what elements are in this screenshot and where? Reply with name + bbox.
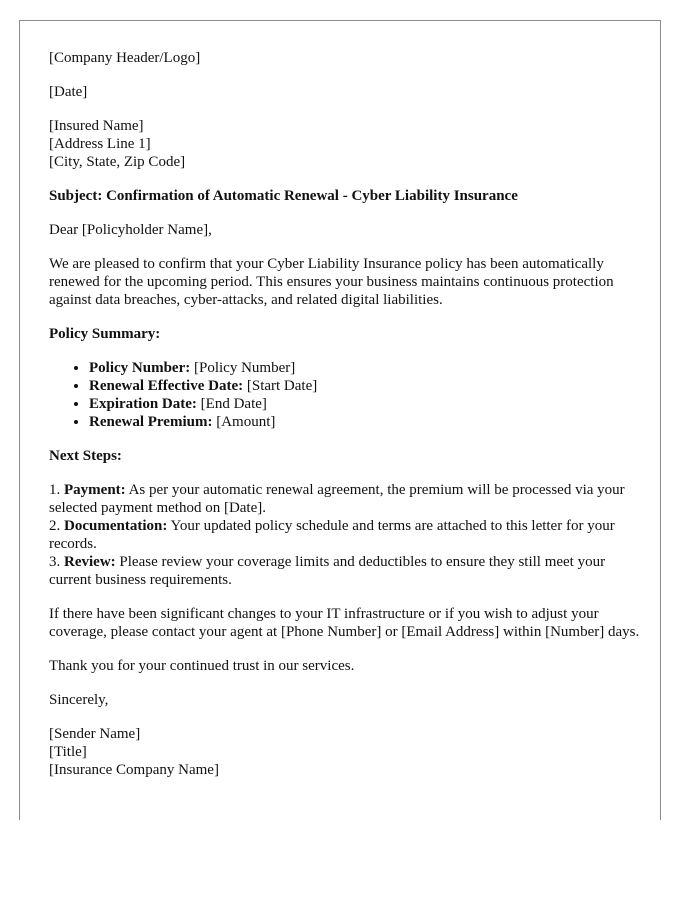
step-documentation: [49, 517, 649, 553]
steps-heading-text: Next Steps:: [49, 448, 122, 464]
steps-heading: [49, 447, 649, 465]
address-line-city: [City, State, Zip Code]: [49, 154, 186, 170]
letter-page: [19, 20, 661, 820]
summary-label: Renewal Premium:: [89, 414, 213, 430]
step-number: 1.: [49, 482, 64, 498]
summary-label: Policy Number:: [89, 360, 191, 376]
summary-heading-text: Policy Summary:: [49, 326, 161, 342]
summary-value: [Amount]: [212, 414, 276, 430]
step-number: 3.: [49, 554, 64, 570]
subject-text: Subject: Confirmation of Automatic Renewal - Cyber Liability Insurance: [49, 188, 518, 204]
subject-line: [49, 187, 649, 205]
summary-heading: [49, 325, 649, 343]
company-name: [Insurance Company Name]: [49, 762, 219, 778]
letter-date: [Date]: [49, 84, 88, 100]
summary-label: Renewal Effective Date:: [89, 378, 244, 394]
summary-item-expiration-date: [89, 395, 649, 413]
sender-title: [Title]: [49, 744, 87, 760]
company-header: [Company Header/Logo]: [49, 50, 201, 66]
summary-item-premium: [89, 413, 649, 431]
policy-summary-list: [49, 359, 649, 431]
intro-paragraph: We are pleased to confirm that your Cyber Liability Insurance policy has been automatically renewed for the upcoming period. This ensures your business maintains continuous protection against data breaches, cyber-attacks, and related digital liabilities.: [49, 256, 614, 308]
sender-name: [Sender Name]: [49, 726, 141, 742]
summary-label: Expiration Date:: [89, 396, 197, 412]
summary-value: [End Date]: [196, 396, 267, 412]
letter-content: [49, 49, 649, 795]
address-line-street: [Address Line 1]: [49, 136, 151, 152]
step-text: Please review your coverage limits and deductibles to ensure they still meet your current business requirements.: [49, 554, 606, 588]
summary-value: [Start Date]: [243, 378, 318, 394]
summary-value: [Policy Number]: [190, 360, 296, 376]
step-payment: [49, 481, 649, 517]
step-review: [49, 553, 649, 589]
next-steps: [49, 481, 649, 589]
step-label: Documentation:: [64, 518, 168, 534]
closing: Sincerely,: [49, 692, 109, 708]
step-text: As per your automatic renewal agreement, the premium will be processed via your selected payment method on [Date].: [49, 482, 625, 516]
step-text: Your updated policy schedule and terms are attached to this letter for your records.: [49, 518, 615, 552]
changes-paragraph: If there have been significant changes to your IT infrastructure or if you wish to adjust your coverage, please contact your agent at [Phone Number] or [Email Address] within [Number] days.: [49, 606, 640, 640]
step-number: 2.: [49, 518, 64, 534]
salutation: Dear [Policyholder Name],: [49, 222, 212, 238]
signature-block: [49, 725, 649, 779]
recipient-address: [49, 117, 649, 171]
summary-item-policy-number: [89, 359, 649, 377]
thanks-paragraph: Thank you for your continued trust in our services.: [49, 658, 355, 674]
step-label: Payment:: [64, 482, 126, 498]
step-label: Review:: [64, 554, 116, 570]
summary-item-effective-date: [89, 377, 649, 395]
address-line-name: [Insured Name]: [49, 118, 144, 134]
